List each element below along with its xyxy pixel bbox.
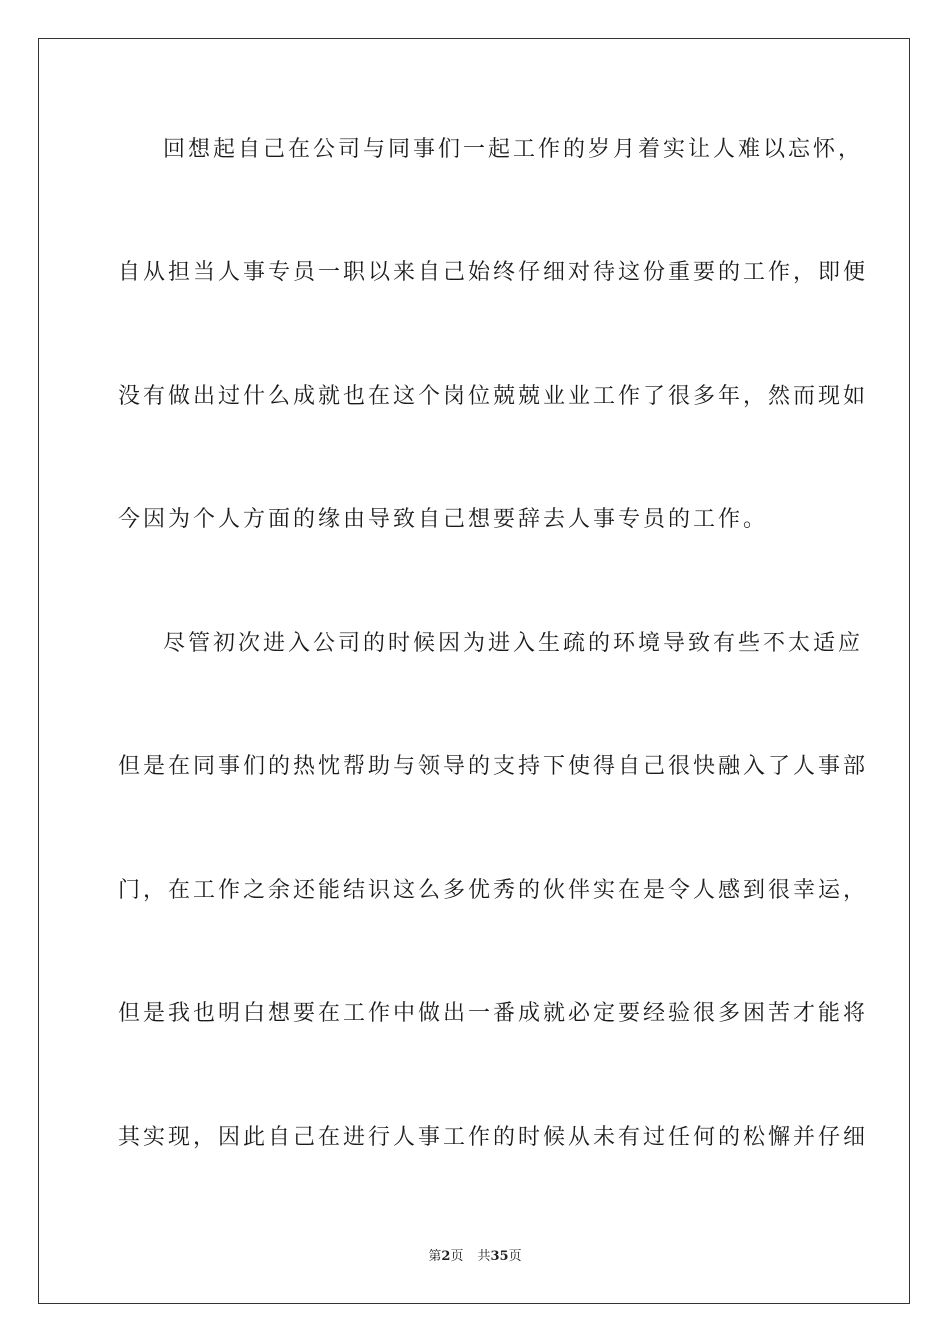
page-suffix: 页 xyxy=(450,1249,464,1264)
page-footer xyxy=(0,1248,950,1266)
paragraph-2-line-2: 但是在同事们的热忱帮助与领导的支持下使得自己很快融入了人事部 xyxy=(118,754,869,779)
paragraph-2-line-1: 尽管初次进入公司的时候因为进入生疏的环境导致有些不太适应 xyxy=(163,631,864,656)
total-pages: 35 xyxy=(490,1249,509,1264)
page-border xyxy=(38,38,910,1304)
paragraph-1-line-1: 回想起自己在公司与同事们一起工作的岁月着实让人难以忘怀， xyxy=(163,137,864,162)
paragraph-2-line-5: 其实现，因此自己在进行人事工作的时候从未有过任何的松懈并仔细 xyxy=(118,1125,869,1150)
paragraph-1-line-4: 今因为个人方面的缘由导致自己想要辞去人事专员的工作。 xyxy=(118,507,769,532)
page-prefix: 第 xyxy=(428,1249,442,1264)
total-suffix: 页 xyxy=(508,1249,522,1264)
paragraph-1-line-3: 没有做出过什么成就也在这个岗位兢兢业业工作了很多年，然而现如 xyxy=(118,384,869,409)
paragraph-1-line-2: 自从担当人事专员一职以来自己始终仔细对待这份重要的工作，即便 xyxy=(118,260,869,285)
paragraph-2-line-4: 但是我也明白想要在工作中做出一番成就必定要经验很多困苦才能将 xyxy=(118,1001,869,1026)
page-number: 2 xyxy=(441,1249,451,1264)
total-prefix: 共 xyxy=(477,1249,491,1264)
paragraph-2-line-3: 门，在工作之余还能结识这么多优秀的伙伴实在是令人感到很幸运， xyxy=(118,878,869,903)
